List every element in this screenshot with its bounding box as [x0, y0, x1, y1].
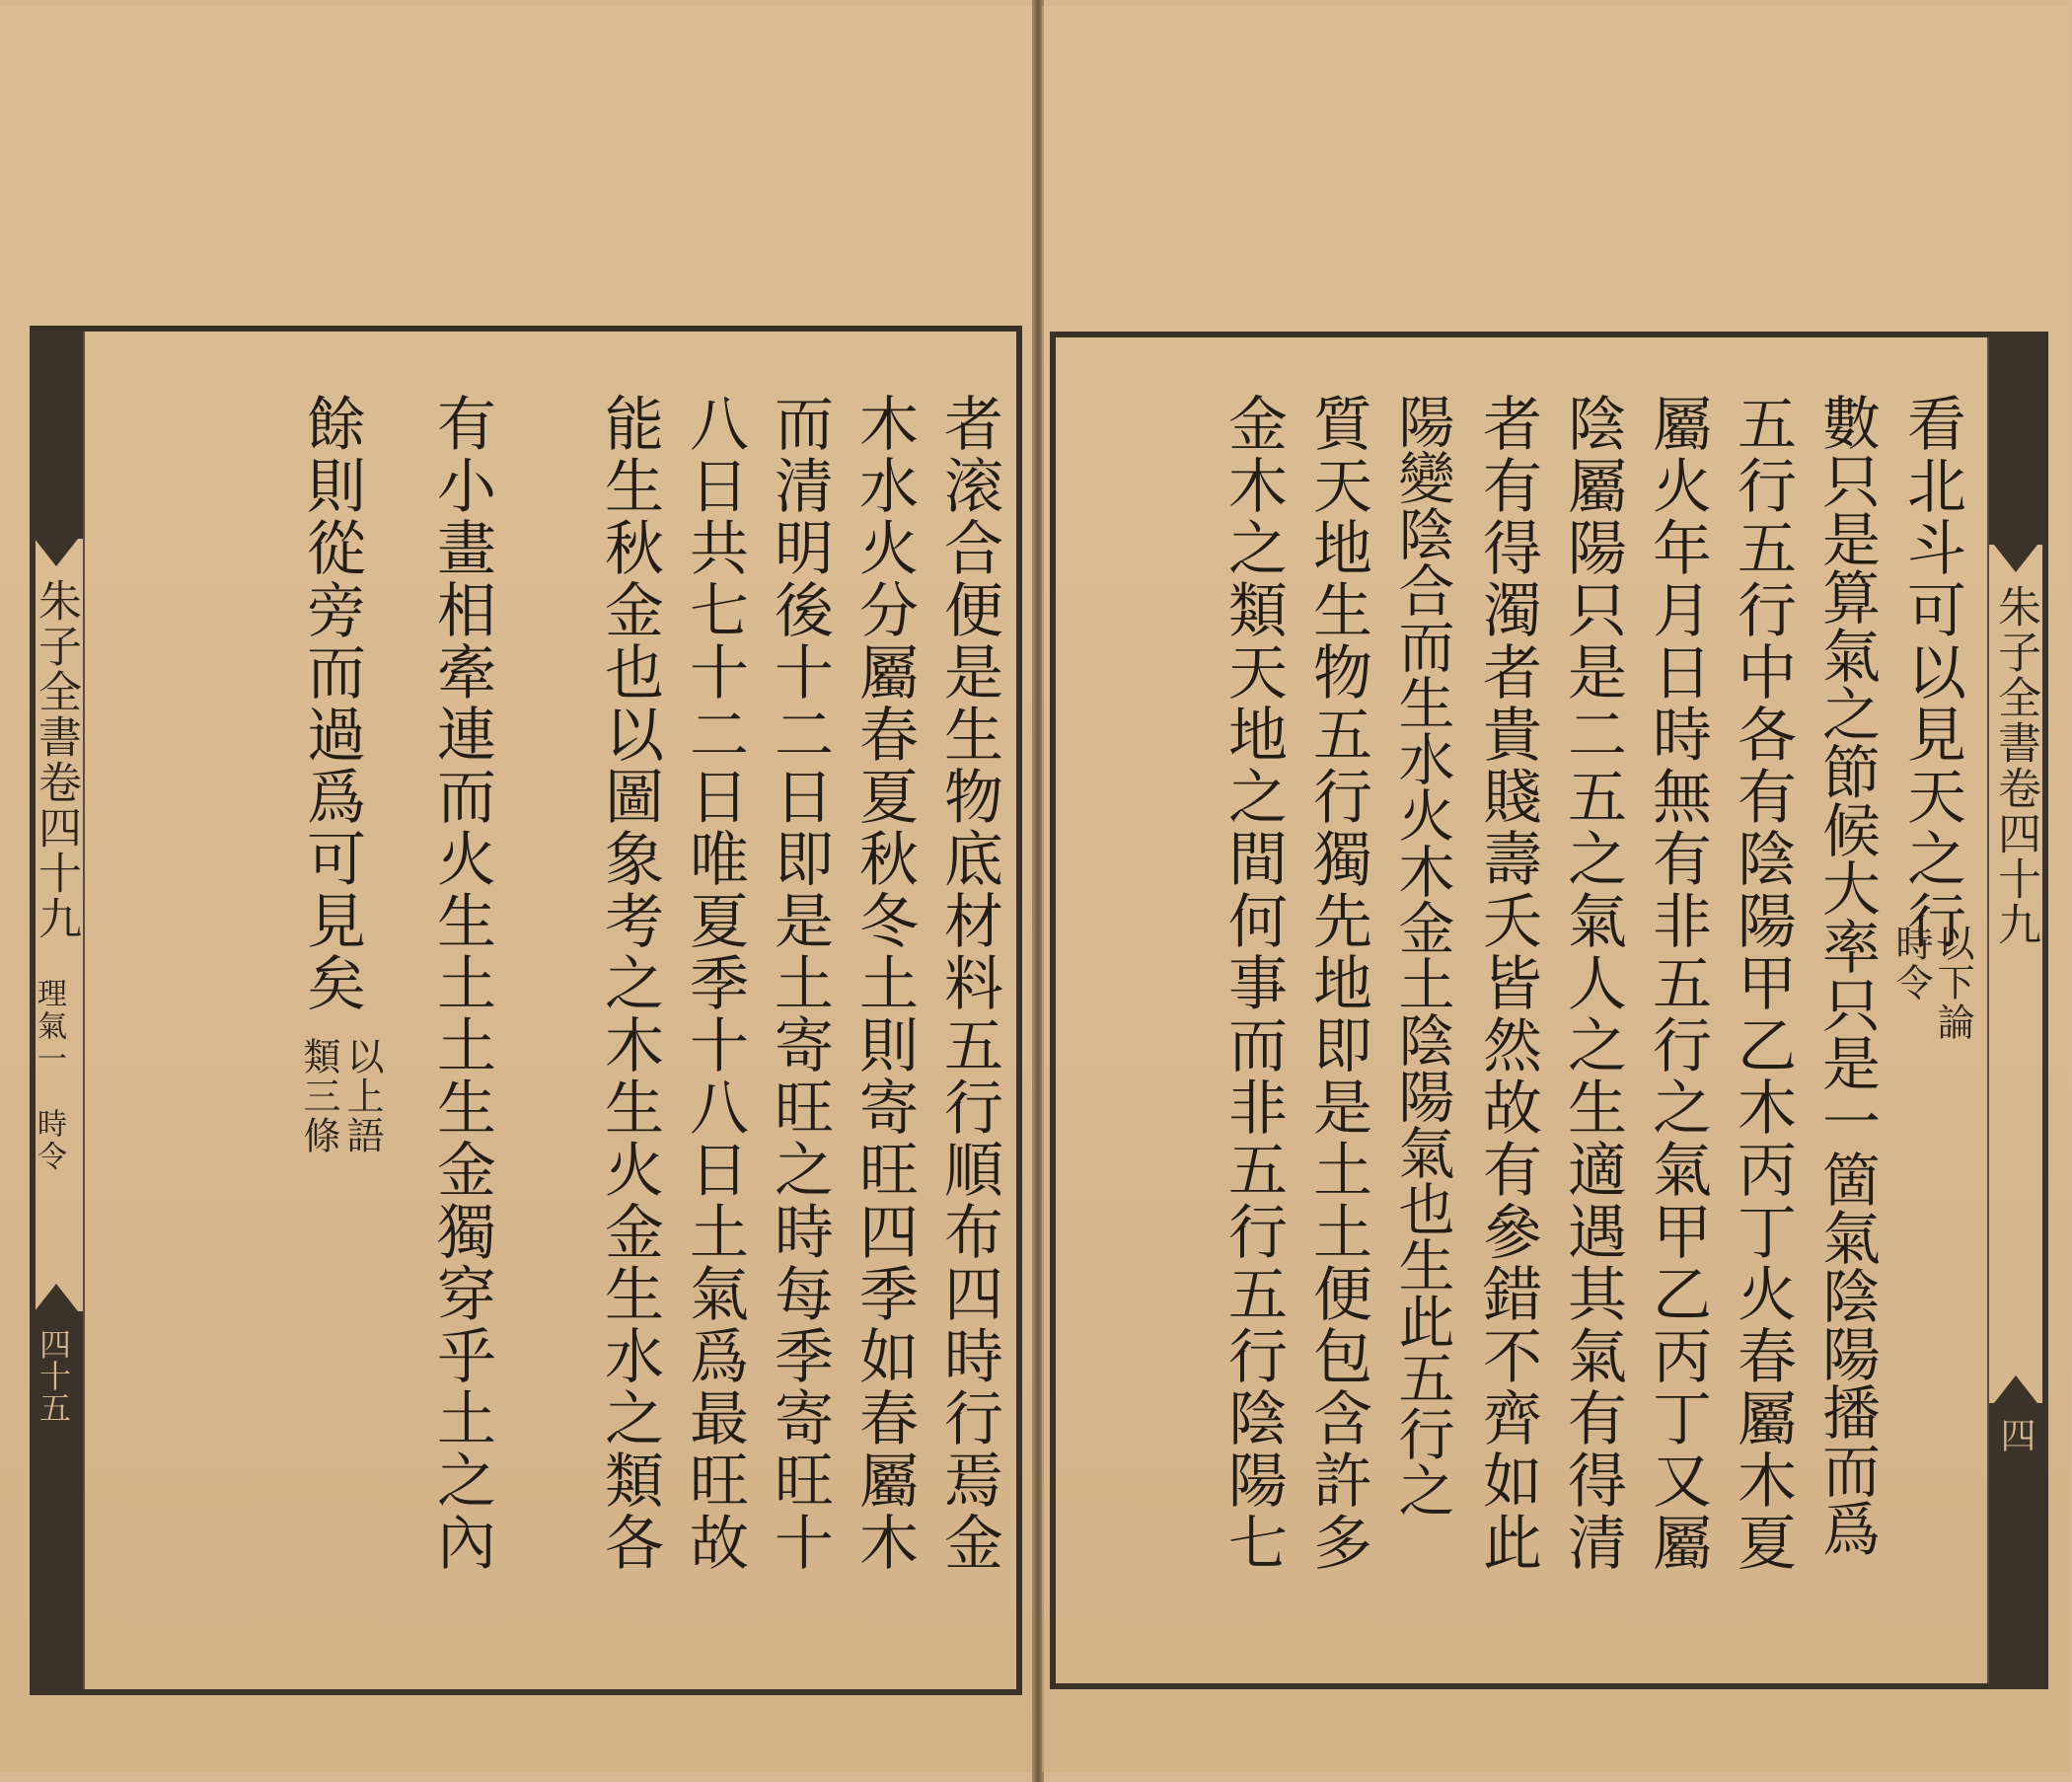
left-note-1: 以上語: [340, 1037, 384, 1155]
right-column-3: 五行五行中各有陰陽甲乙木丙丁火春屬木夏: [1728, 393, 1797, 1574]
right-column-8: 質天地生物五行獨先地即是土土便包含許多: [1303, 393, 1372, 1574]
right-column-2: 數只是算氣之節候大率只是一箇氣陰陽播而爲: [1813, 393, 1881, 1557]
left-page: [0, 6, 1036, 1772]
left-column-7: 餘則從旁而過爲可見矣: [297, 393, 366, 1014]
left-margin-title: 朱子全書卷四十九: [31, 578, 81, 941]
right-column-5: 陰屬陽只是二五之氣人之生適遇其氣有得清: [1558, 393, 1627, 1574]
right-margin-band-top: [1989, 337, 2042, 545]
right-margin-title: 朱子全書卷四十九: [1990, 584, 2040, 947]
left-margin-band-top: [30, 332, 83, 539]
left-fishtail-bottom: [35, 1284, 78, 1311]
left-margin-section: 理氣一 時令: [32, 978, 66, 1173]
right-column-6: 者有得濁者貴賤壽夭皆然故有參錯不齊如此: [1473, 393, 1542, 1574]
right-column-7: 陽變陰合而生水火木金土陰陽氣也生此五行之: [1389, 393, 1454, 1518]
right-note-1: 以下論: [1931, 924, 1974, 1042]
right-fishtail-top: [1994, 545, 2037, 572]
right-margin-folio: 四: [1995, 1417, 2035, 1452]
left-column-2: 木水火分屬春夏秋冬土則寄旺四季如春屬木: [850, 393, 919, 1574]
right-column-9: 金木之類天地之間何事而非五行五行陰陽七: [1219, 393, 1288, 1574]
left-fishtail-top: [35, 539, 78, 566]
left-column-4: 八日共七十二日唯夏季十八日土氣爲最旺故: [680, 393, 749, 1574]
left-note-2: 類三條: [297, 1037, 340, 1155]
left-column-6: 有小畫相牽連而火生土土生金獨穿乎土之內: [427, 393, 496, 1574]
left-column-5: 能生秋金也以圖象考之木生火金生水之類各: [595, 393, 664, 1574]
right-column-1: 看北斗可以見天之行: [1897, 393, 1966, 952]
left-column-3: 而清明後十二日即是土寄旺之時每季寄旺十: [765, 393, 834, 1574]
right-column-4: 屬火年月日時無有非五行之氣甲乙丙丁又屬: [1643, 393, 1712, 1574]
right-note-2: 時令: [1889, 924, 1933, 1002]
left-page-inner-rule: [83, 332, 85, 1689]
left-column-1: 者滚合便是生物底材料五行順布四時行焉金: [934, 393, 1003, 1574]
right-page: [1042, 6, 2070, 1772]
right-fishtail-bottom: [1994, 1375, 2037, 1403]
left-margin-folio: 四十五: [35, 1328, 72, 1423]
